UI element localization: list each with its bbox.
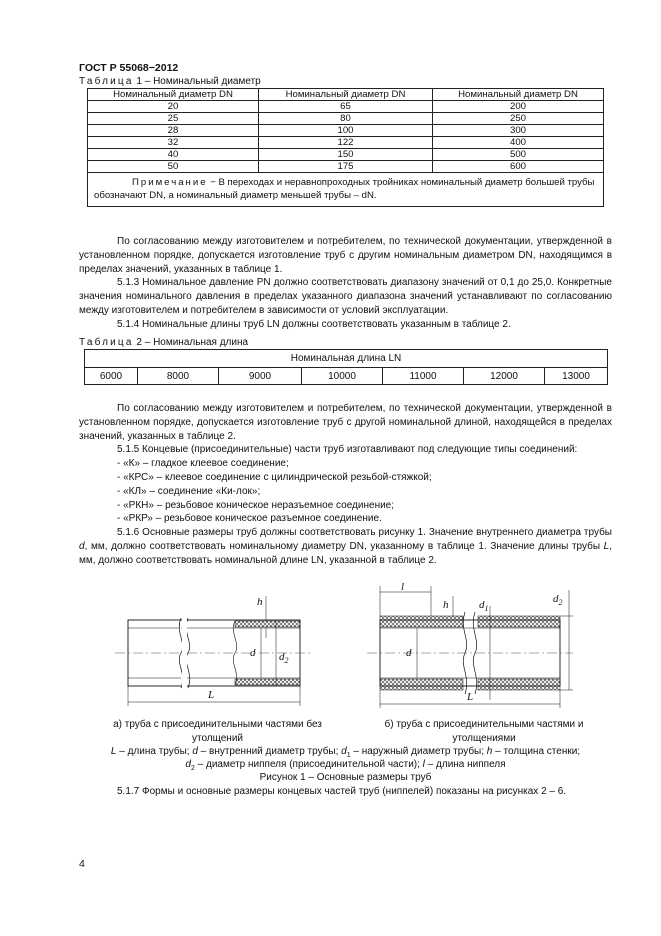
pipe-a-drawing (115, 596, 313, 706)
body-text-block-1 (79, 235, 612, 332)
table-cell: 250 (433, 113, 604, 125)
paragraph: 5.1.7 Формы и основные размеры концевых частей труб (ниппелей) показаны на рисунках 2 – 6. (117, 786, 567, 797)
var-L: L (603, 540, 610, 552)
list-item: - «К» – гладкое клеевое соединение; (117, 458, 289, 470)
table1-col-header: Номинальный диаметр DN (259, 89, 433, 101)
label-L-b: L (467, 691, 474, 703)
text-run: , мм, должно соответствовать номинальному диаметру DN, указанному в таблице 1. Значение длины трубы (84, 540, 604, 552)
document-header: ГОСТ Р 55068−2012 (79, 62, 179, 74)
figure-pipes (95, 578, 615, 720)
label-d: d (250, 647, 256, 659)
table-cell: 50 (88, 161, 259, 173)
label-d2: $d_2$ (279, 651, 289, 665)
figure-caption-a: а) труба с присоединительными частями без утолщений (113, 719, 322, 744)
list-item: - «РКН» – резьбовое коническое неразъемное соединение; (117, 499, 395, 511)
table1-caption-text: 1 – Номинальный диаметр (133, 76, 261, 87)
table-cell: 500 (433, 149, 604, 161)
table-cell: 600 (433, 161, 604, 173)
table-cell: 10000 (302, 368, 383, 385)
paragraph: По согласованию между изготовителем и потребителем, по технической документации, утвержденной в установленном порядке, допускается изготовление труб с другим номинальным диаметром DN, находящимся в пределах значений, указанных в таблице 1. (79, 236, 612, 275)
table1-note-label: Примечание (132, 177, 208, 188)
list-item: - «КРС» – клеевое соединение с цилиндрической резьбой-стяжкой; (117, 471, 432, 483)
body-text-block-2 (79, 402, 612, 568)
list-item: - «РКР» – резьбовое коническое разъемное соединение. (117, 513, 382, 525)
paragraph (79, 526, 612, 567)
table-cell: 175 (259, 161, 433, 173)
text-run: 5.1.6 Основные размеры труб должны соответствовать рисунку 1. Значение внутреннего диаметра трубы (117, 527, 612, 539)
table-cell: 6000 (85, 368, 138, 385)
table-cell: 200 (433, 101, 604, 113)
label-h: h (257, 596, 263, 608)
table-row (88, 161, 604, 173)
label-d1: $d_1$ (479, 599, 489, 613)
table-cell: 25 (88, 113, 259, 125)
table2-caption-text: 2 – Номинальная длина (133, 337, 249, 348)
table-cell: 300 (433, 125, 604, 137)
figure-caption-b: б) труба с присоединительными частями и утолщениями (384, 719, 584, 744)
page-number: 4 (79, 858, 85, 870)
label-l: l (401, 581, 405, 593)
figure-title: Рисунок 1 – Основные размеры труб (259, 772, 432, 783)
table-cell: 65 (259, 101, 433, 113)
label-L: L (208, 689, 215, 701)
table-cell: 20 (88, 101, 259, 113)
var-d: d (79, 540, 85, 552)
table-cell: 12000 (464, 368, 545, 385)
table-row (88, 113, 604, 125)
figure-legend-line-1: L – длина трубы; d – внутренний диаметр трубы; $d_1$ – наружный диаметр трубы; h – толщина стенки; (110, 746, 581, 759)
table-cell: 32 (88, 137, 259, 149)
list-item: - «КЛ» – соединение «Ки-лок»; (117, 485, 261, 497)
paragraph: По согласованию между изготовителем и потребителем, по технической документации, утвержденной в установленном порядке, допускается изготовление труб с другой номинальной длиной, находящейся в пределах значений, указанных в таблице 2. (79, 403, 612, 442)
paragraph: 5.1.3 Номинальное давление PN должно соответствовать диапазону значений от 0,1 до 25,0. Конкретные значения номинального давления в пределах указанного диапазона значений устанавливают по согласованию между изготовителем и потребителем в зависимости от условий эксплуатации. (79, 277, 612, 316)
label-d2-b: $d_2$ (553, 593, 563, 607)
table-cell: 28 (88, 125, 259, 137)
paragraph: 5.1.4 Номинальные длины труб LN должны соответствовать указанным в таблице 2. (117, 318, 511, 330)
table-cell: 13000 (545, 368, 608, 385)
table-cell: 400 (433, 137, 604, 149)
table2-caption-label: Таблица (79, 337, 134, 348)
table-cell: 40 (88, 149, 259, 161)
body-text-block-3 (79, 785, 612, 799)
paragraph: 5.1.5 Концевые (присоединительные) части труб изготавливают под следующие типы соединений: (117, 444, 578, 456)
figure-legend-line-2: $d_2$ – диаметр ниппеля (присоединительной части); l – длина ниппеля (185, 759, 506, 772)
table1-col-header: Номинальный диаметр DN (88, 89, 259, 101)
table1-note-text: − В переходах и неравнопроходных тройниках номинальный диаметр большей трубы обозначают DN, а номинальный диаметр меньшей трубы – dN. (94, 177, 595, 201)
pipe-b-drawing (367, 581, 573, 708)
table-row (88, 101, 604, 113)
table-cell: 8000 (138, 368, 219, 385)
table2-caption (79, 337, 248, 348)
label-d-b: d (406, 647, 412, 659)
table2 (84, 349, 608, 385)
table1-caption (79, 76, 261, 87)
table-row (88, 125, 604, 137)
table-row (88, 137, 604, 149)
table2-header: Номинальная длина LN (85, 350, 608, 368)
text-run: , мм, должно соответствовать номинальной длине LN, указанной в таблице 2. (79, 540, 612, 566)
table1-note (88, 173, 604, 207)
label-h-b: h (443, 599, 449, 611)
table-cell: 11000 (383, 368, 464, 385)
table-row (88, 149, 604, 161)
table1-col-header: Номинальный диаметр DN (433, 89, 604, 101)
table-cell: 100 (259, 125, 433, 137)
table-cell: 9000 (219, 368, 302, 385)
table-cell: 80 (259, 113, 433, 125)
table-cell: 150 (259, 149, 433, 161)
table-cell: 122 (259, 137, 433, 149)
table1 (87, 88, 604, 207)
table1-caption-label: Таблица (79, 76, 134, 87)
